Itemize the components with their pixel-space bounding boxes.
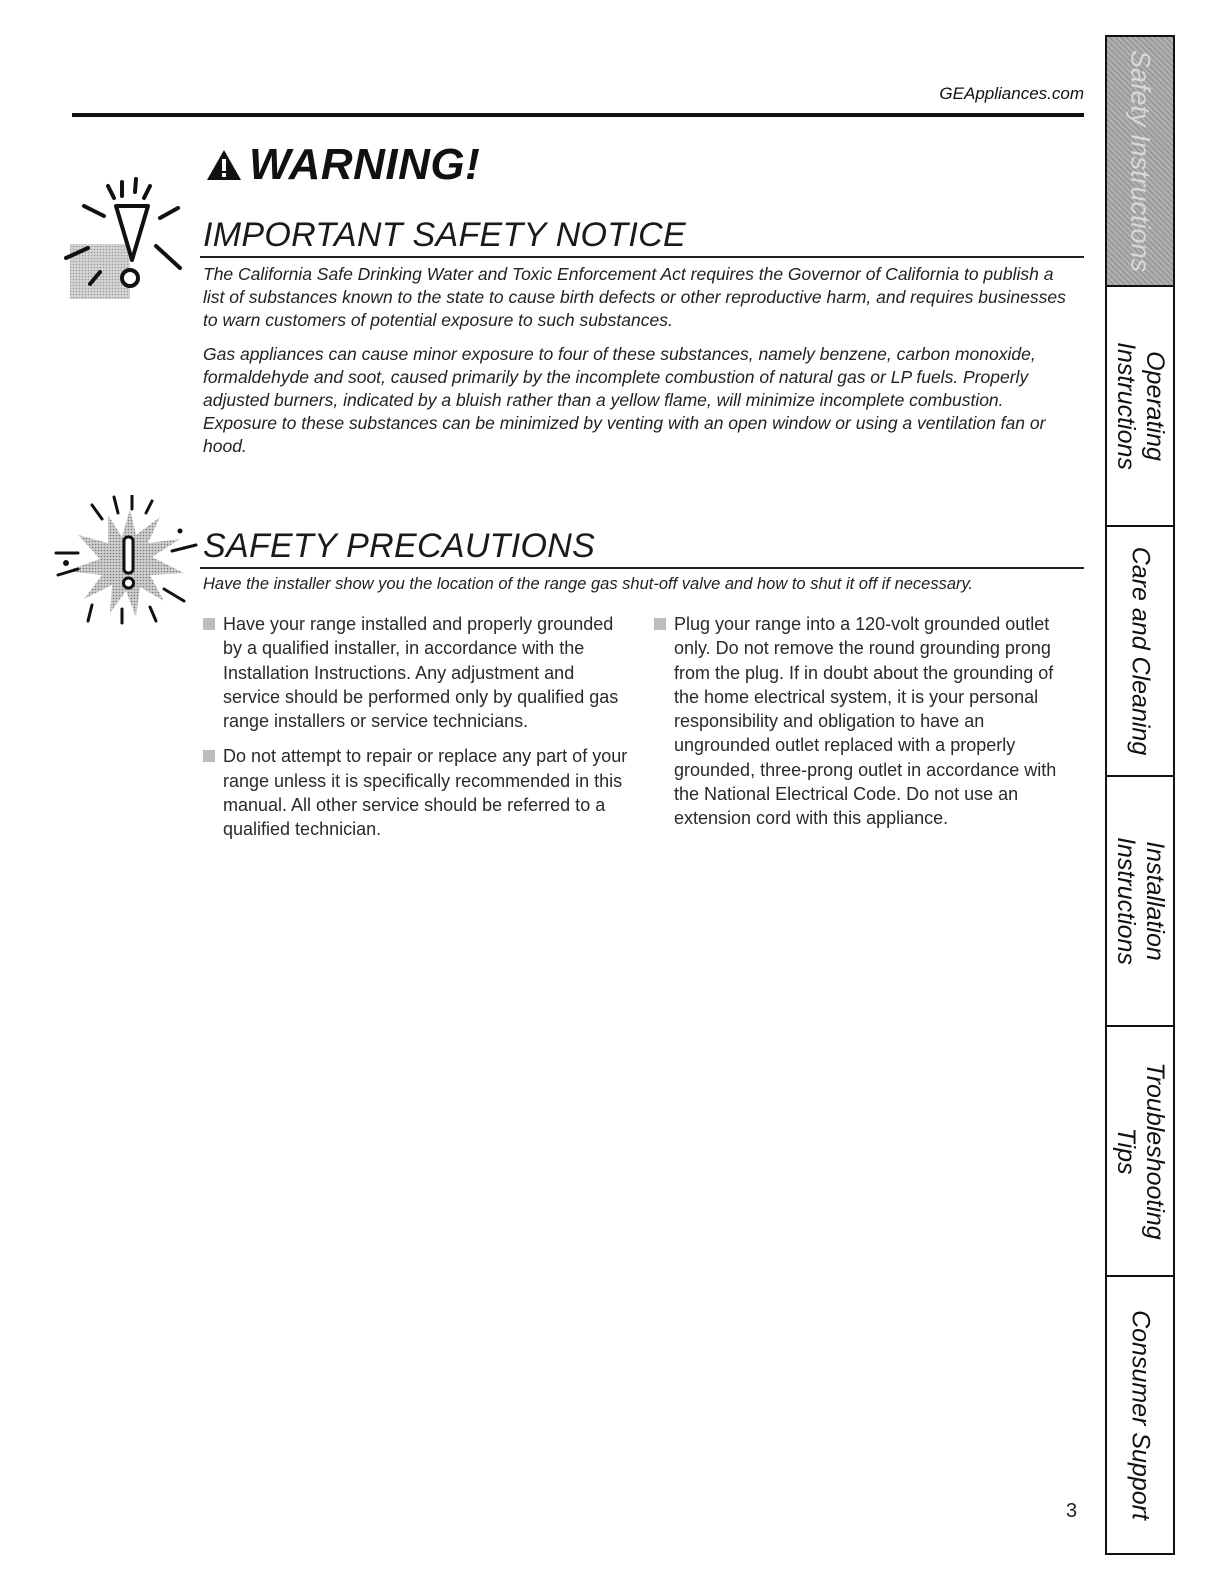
tab-troubleshooting-tips[interactable] xyxy=(1107,1027,1173,1277)
precautions-heading: SAFETY PRECAUTIONS xyxy=(203,527,596,565)
precaution-item xyxy=(654,612,1074,831)
tab-safety-instructions[interactable] xyxy=(1107,37,1173,287)
tab-label: Care and Cleaning xyxy=(1126,546,1155,756)
bullet-marker xyxy=(203,618,215,630)
tab-label: Safety Instructions xyxy=(1125,49,1156,273)
precaution-text: Plug your range into a 120-volt grounded outlet only. Do not remove the round grounding prong from the plug. If in doubt about the grounding of the home electrical system, it is your personal responsibility and obligation to have an ungrounded outlet replaced with a properly grounded, three-prong outlet in accordance with the National Electrical Code. Do not use an extension cord with this appliance. xyxy=(674,614,1057,829)
precaution-item xyxy=(203,612,633,733)
tab-consumer-support[interactable] xyxy=(1107,1277,1173,1553)
tab-label: Troubleshooting xyxy=(1141,1062,1169,1240)
notice-heading: IMPORTANT SAFETY NOTICE xyxy=(203,216,686,254)
tab-care-and-cleaning[interactable] xyxy=(1107,527,1173,777)
header-rule xyxy=(72,113,1084,117)
tab-label: Consumer Support xyxy=(1126,1310,1155,1520)
notice-rule xyxy=(200,256,1084,258)
precautions-intro: Have the installer show you the location of the range gas shut-off valve and how to shut it off if necessary. xyxy=(203,575,974,593)
precautions-rule xyxy=(200,567,1084,569)
exclamation-alert-icon xyxy=(60,176,200,311)
precaution-text: Do not attempt to repair or replace any part of your range unless it is specifically recommended in this manual. All other service should be referred to a qualified technician. xyxy=(223,746,628,840)
tab-label: Instructions xyxy=(1112,837,1140,965)
tab-label: Instructions xyxy=(1112,342,1140,470)
burst-alert-icon xyxy=(52,495,202,625)
tab-operating-instructions[interactable] xyxy=(1107,287,1173,527)
tab-label: Tips xyxy=(1112,1127,1140,1175)
warning-banner xyxy=(205,140,480,190)
precaution-item xyxy=(203,744,633,841)
notice-paragraph: The California Safe Drinking Water and Toxic Enforcement Act requires the Governor of California to publish a list of substances known to the state to cause birth defects or other reproductive harm, and requires businesses to warn customers of potential exposure to such substances. xyxy=(203,264,1066,330)
notice-body xyxy=(203,263,1073,469)
warning-title: WARNING! xyxy=(249,140,481,189)
precautions-column-right xyxy=(654,612,1074,842)
bullet-marker xyxy=(654,618,666,630)
tab-label: Operating xyxy=(1141,351,1169,461)
tab-installation-instructions[interactable] xyxy=(1107,777,1173,1027)
notice-paragraph: Gas appliances can cause minor exposure to four of these substances, namely benzene, carbon monoxide, formaldehyde and soot, caused primarily by the incomplete combustion of natural gas or LP fuels. Properly adjusted burners, indicated by a bluish rather than a yellow flame, will minimize incomplete combustion. Exposure to these substances can be minimized by venting with an open window or using a ventilation fan or hood. xyxy=(203,344,1046,456)
tab-label: Installation xyxy=(1141,841,1169,961)
bullet-marker xyxy=(203,750,215,762)
site-url: GEAppliances.com xyxy=(939,84,1084,103)
section-tabs xyxy=(1105,35,1175,1555)
warning-triangle-icon xyxy=(205,148,243,182)
page-number: 3 xyxy=(1066,1500,1078,1522)
precautions-column-left xyxy=(203,612,633,853)
precaution-text: Have your range installed and properly grounded by a qualified installer, in accordance with the Installation Instructions. Any adjustment and service should be performed only by qualified gas range installers or service technicians. xyxy=(223,614,619,732)
